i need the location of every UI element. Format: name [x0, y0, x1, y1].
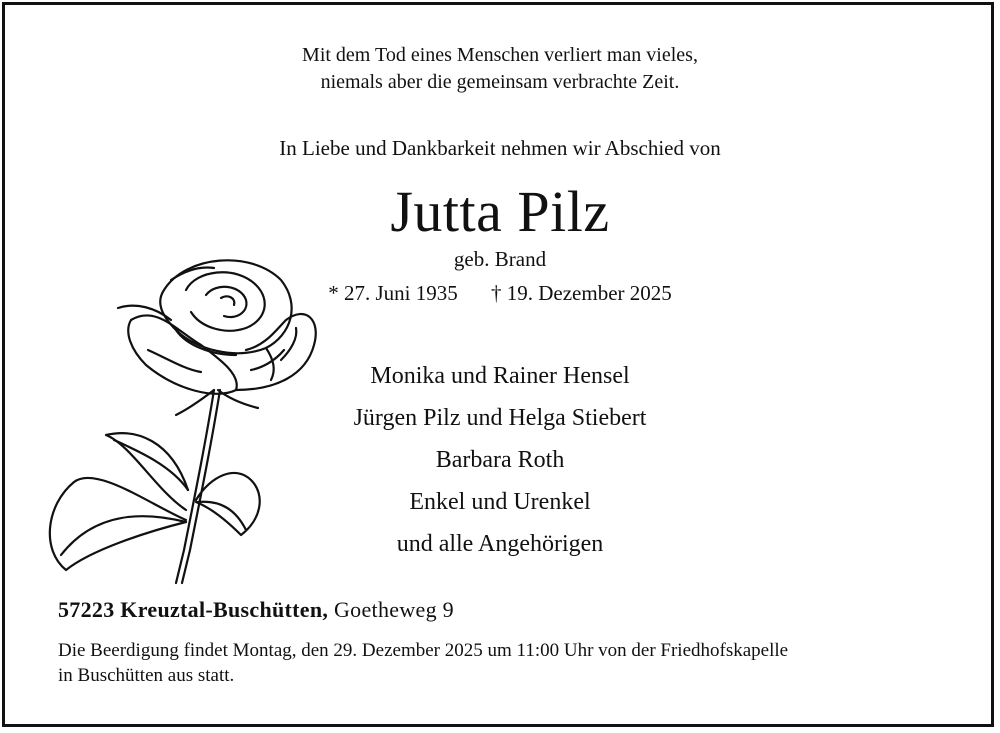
birth-date: * 27. Juni 1935: [328, 281, 458, 305]
quote-line-1: Mit dem Tod eines Menschen verliert man vieles,: [302, 44, 698, 66]
funeral-line-2: in Buschütten aus statt.: [58, 665, 235, 686]
birth-name: geb. Brand: [453, 247, 547, 271]
address-city: 57223 Kreuztal-Buschütten,: [58, 597, 329, 622]
deceased-name: Jutta Pilz: [390, 179, 610, 244]
mourner-line: Jürgen Pilz und Helga Stiebert: [353, 405, 647, 431]
mourner-line: Monika und Rainer Hensel: [370, 363, 630, 389]
address-street: Goetheweg 9: [333, 597, 454, 622]
mourner-line: Enkel und Urenkel: [409, 489, 591, 515]
death-date: † 19. Dezember 2025: [490, 281, 672, 305]
mourners-list: [0, 360, 1000, 570]
intro-text: In Liebe und Dankbarkeit nehmen wir Abschied von: [279, 136, 721, 160]
family-address: [58, 597, 454, 623]
memorial-quote: [0, 42, 1000, 96]
quote-line-2: niemals aber die gemeinsam verbrachte Zeit.: [320, 71, 680, 93]
mourner-line: und alle Angehörigen: [396, 531, 604, 557]
funeral-line-1: Die Beerdigung findet Montag, den 29. Dezember 2025 um 11:00 Uhr von der Friedhofskapelle: [58, 640, 789, 661]
funeral-info: [58, 638, 958, 688]
mourner-line: Barbara Roth: [435, 447, 565, 473]
